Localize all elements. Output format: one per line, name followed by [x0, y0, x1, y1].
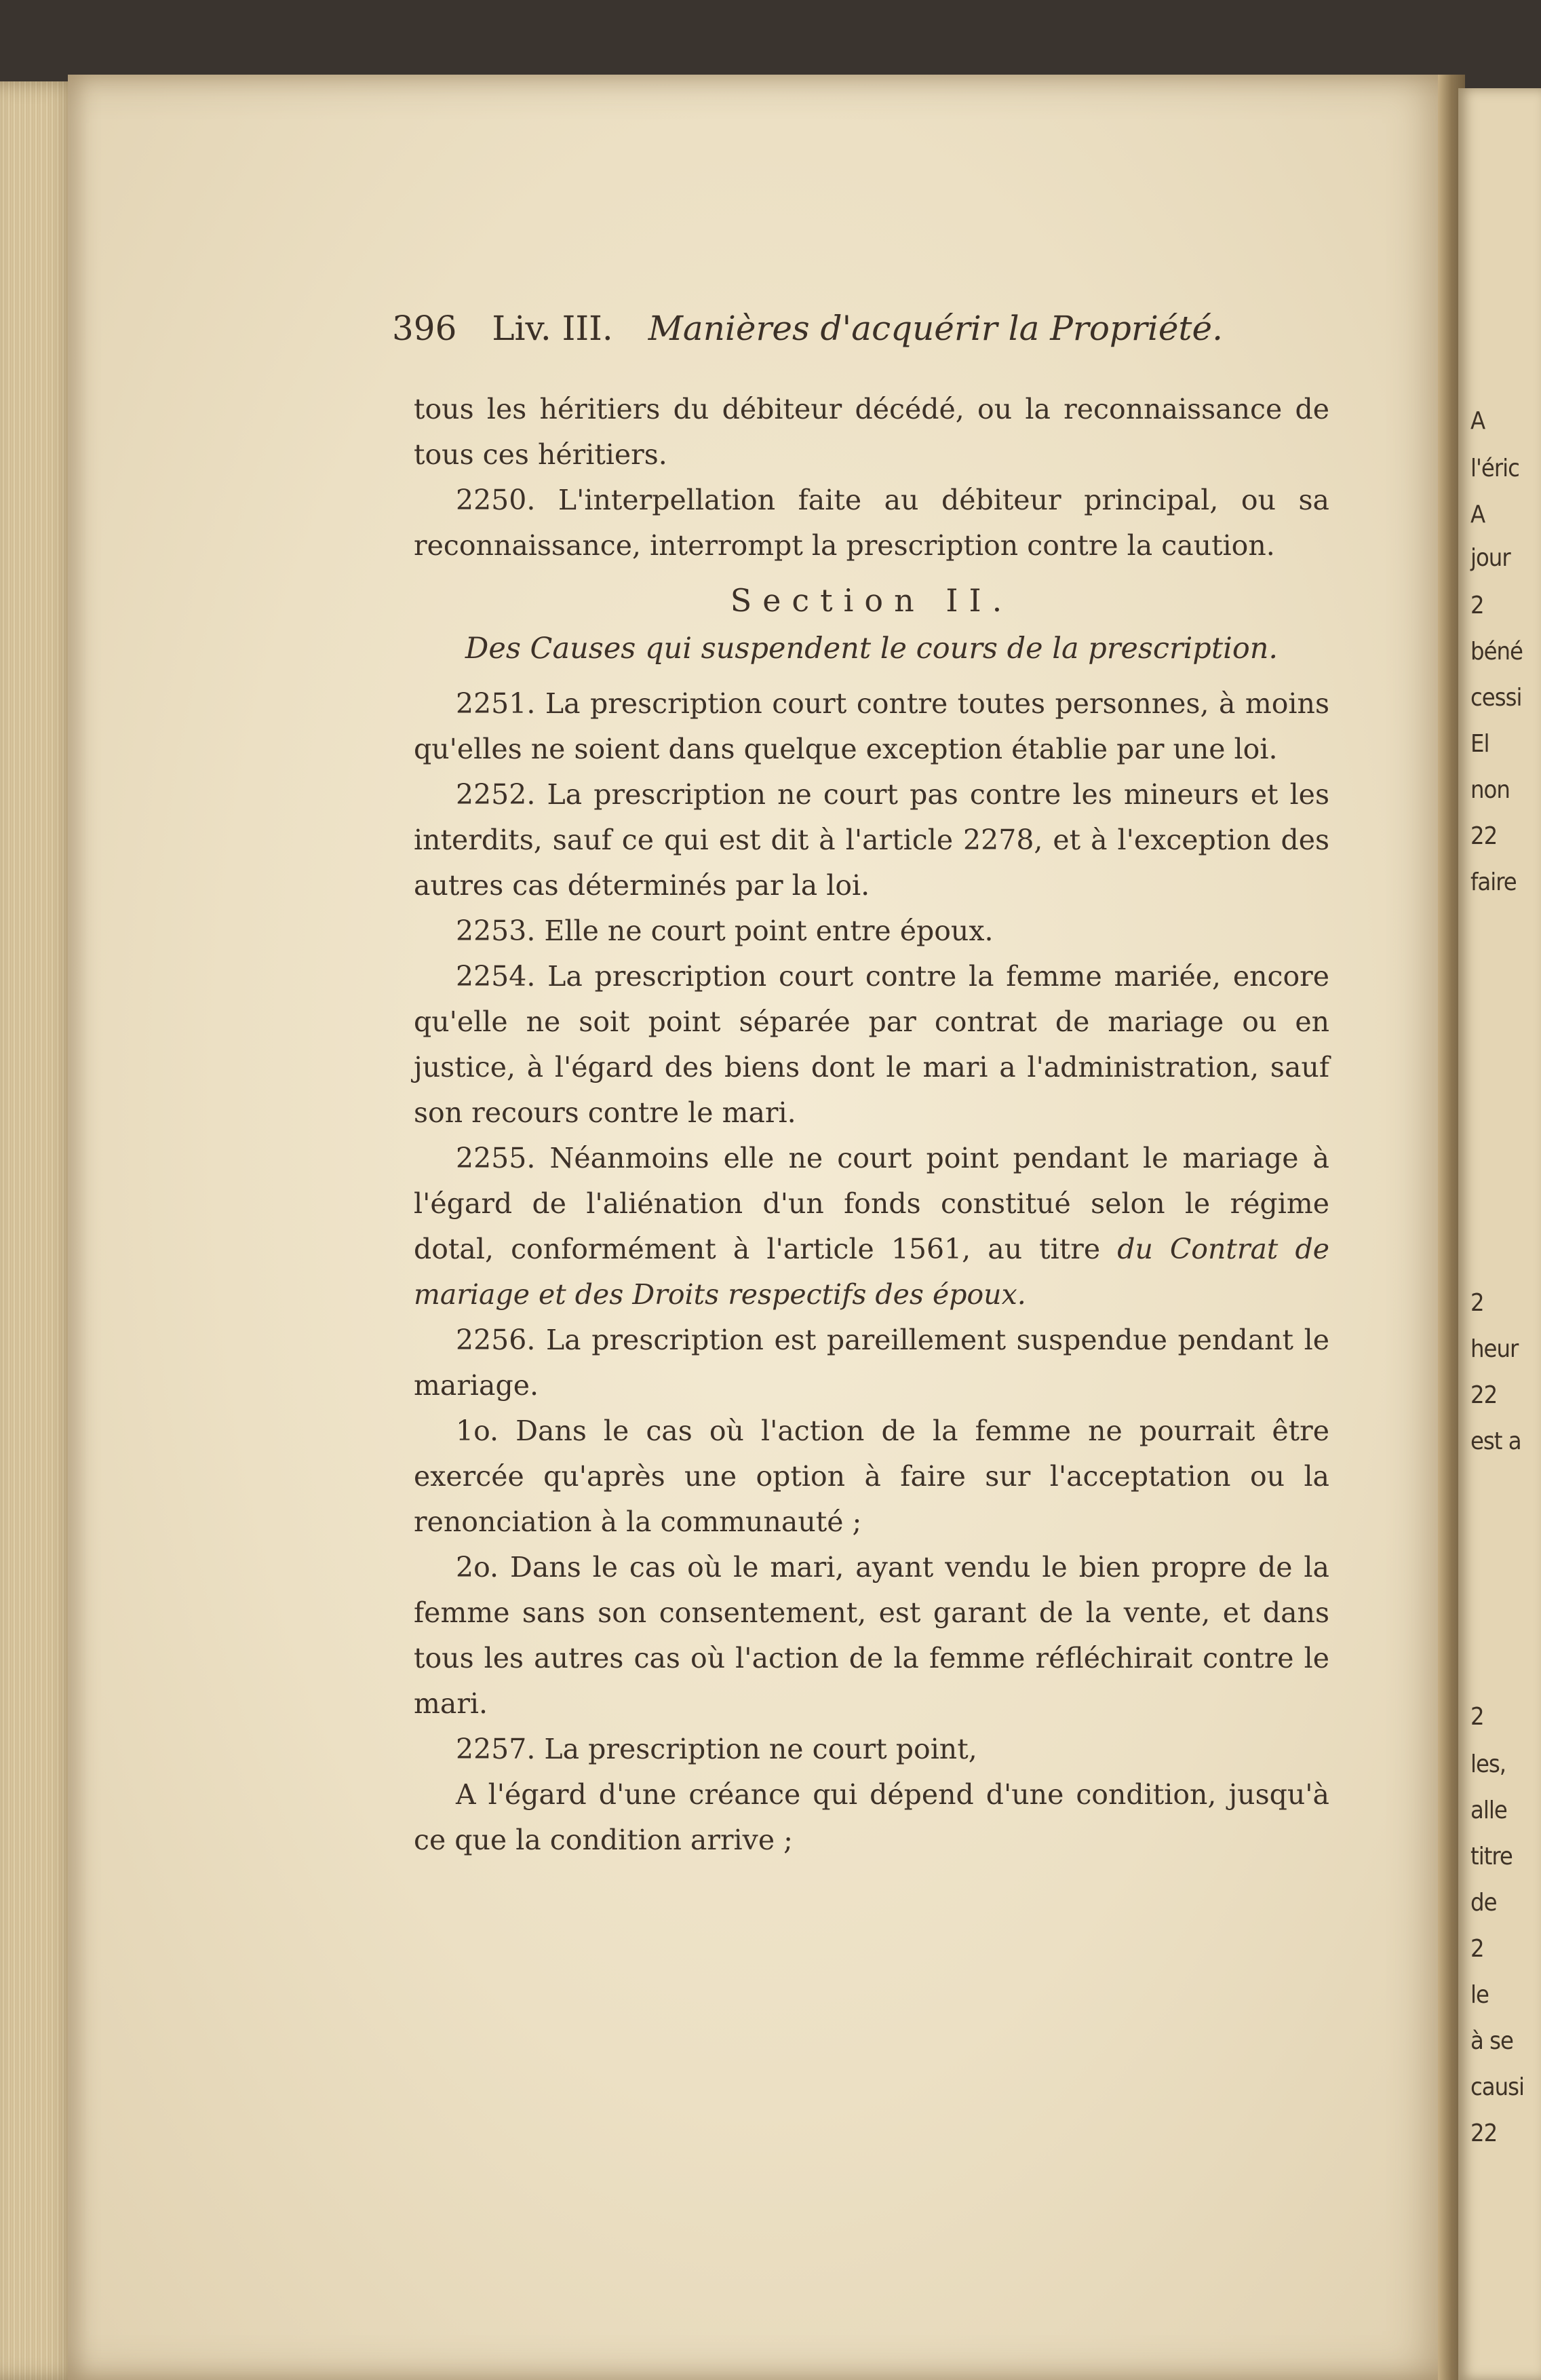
clause-1 — [414, 1408, 1329, 1545]
article-number: 2256. — [456, 1324, 536, 1356]
facing-fragment: non — [1470, 776, 1510, 804]
article-number: 2250. — [456, 484, 536, 516]
paragraph-text: A l'égard d'une créance qui dépend d'une condition, jusqu'à ce que la condition arrive ; — [414, 1778, 1329, 1856]
clause-text: Dans le cas où l'action de la femme ne pourrait être exercée qu'après une option à faire sur l'acceptation ou la renonciation à la communauté ; — [414, 1415, 1329, 1538]
facing-fragment: 22 — [1470, 2119, 1498, 2147]
facing-fragment: A — [1470, 501, 1485, 529]
clause-number: 2o. — [456, 1551, 499, 1584]
article-text: Néanmoins elle ne court point pendant le mariage à l'égard de l'aliénation d'un fonds constitué selon le régime dotal, conformément à l'article 1561, au titre — [414, 1142, 1329, 1265]
article-text: La prescription ne court point, — [544, 1733, 977, 1765]
article-2257 — [414, 1727, 1329, 1772]
article-number: 2253. — [456, 915, 536, 947]
article-number: 2255. — [456, 1142, 536, 1174]
article-number: 2254. — [456, 960, 536, 993]
facing-fragment: 22 — [1470, 1381, 1498, 1409]
page-text — [414, 387, 1329, 1863]
clause-2 — [414, 1545, 1329, 1727]
facing-fragment: de — [1470, 1889, 1497, 1917]
paragraph — [414, 1772, 1329, 1863]
article-italic-reference: du Contrat de mariage et des Droits respectifs des époux. — [414, 1233, 1329, 1311]
article-2256 — [414, 1318, 1329, 1408]
article-number: 2257. — [456, 1733, 536, 1765]
facing-fragment: à se — [1470, 2027, 1513, 2055]
facing-fragment: heur — [1470, 1335, 1519, 1363]
article-text: La prescription court contre toutes personnes, à moins qu'elles ne soient dans quelque exception établie par une loi. — [414, 687, 1329, 765]
running-header — [392, 309, 1328, 348]
article-2251 — [414, 681, 1329, 772]
article-text: La prescription est pareillement suspendue pendant le mariage. — [414, 1324, 1329, 1402]
facing-fragment: l'éric — [1470, 455, 1519, 482]
article-text: La prescription court contre la femme mariée, encore qu'elle ne soit point séparée par contrat de mariage ou en justice, à l'égard des biens dont le mari a l'administration, sauf son recours contre le mari. — [414, 960, 1329, 1129]
article-2255 — [414, 1136, 1329, 1318]
facing-fragment: alle — [1470, 1797, 1507, 1824]
facing-fragment: jour — [1470, 544, 1510, 572]
facing-fragment: 2 — [1470, 1703, 1484, 1731]
paragraph-text: tous les héritiers du débiteur décédé, ou la reconnaissance de tous ces héritiers. — [414, 393, 1329, 471]
facing-fragment: béné — [1470, 638, 1523, 666]
facing-fragment: le — [1470, 1981, 1489, 2009]
article-2250 — [414, 478, 1329, 569]
facing-fragment: 2 — [1470, 1289, 1484, 1317]
facing-fragment: 22 — [1470, 822, 1498, 850]
article-text: Elle ne court point entre époux. — [544, 915, 994, 947]
clause-text: Dans le cas où le mari, ayant vendu le bien propre de la femme sans son consentement, est garant de la vente, et dans tous les autres cas où l'action de la femme réfléchirait contre le mari. — [414, 1551, 1329, 1720]
clause-number: 1o. — [456, 1415, 499, 1447]
article-number: 2251. — [456, 687, 536, 720]
facing-page-fragment — [1458, 88, 1541, 2380]
facing-fragment: les, — [1470, 1750, 1506, 1778]
facing-fragment: 2 — [1470, 592, 1484, 619]
article-2252 — [414, 772, 1329, 908]
article-text: L'interpellation faite au débiteur principal, ou sa reconnaissance, interrompt la prescription contre la caution. — [414, 484, 1329, 562]
facing-fragment: cessi — [1470, 684, 1522, 712]
section-subtitle: Des Causes qui suspendent le cours de la prescription. — [465, 632, 1279, 666]
facing-fragment: 2 — [1470, 1935, 1484, 1963]
article-2254 — [414, 954, 1329, 1136]
page-number: 396 — [392, 309, 457, 348]
running-title: Manières d'acquérir la Propriété. — [648, 309, 1223, 348]
facing-fragment: A — [1470, 407, 1485, 435]
facing-fragment: causi — [1470, 2073, 1525, 2101]
facing-fragment: El — [1470, 730, 1489, 758]
paragraph — [414, 387, 1329, 478]
facing-fragment: faire — [1470, 868, 1517, 896]
facing-fragment: titre — [1470, 1843, 1513, 1870]
article-2253 — [414, 908, 1329, 954]
section-heading: Section II. — [730, 582, 1013, 619]
facing-fragment: est a — [1470, 1427, 1521, 1455]
article-text: La prescription ne court pas contre les mineurs et les interdits, sauf ce qui est dit à l'article 2278, et à l'exception des autres cas déterminés par la loi. — [414, 778, 1329, 902]
book-number: Liv. III. — [492, 309, 613, 348]
article-number: 2252. — [456, 778, 536, 811]
